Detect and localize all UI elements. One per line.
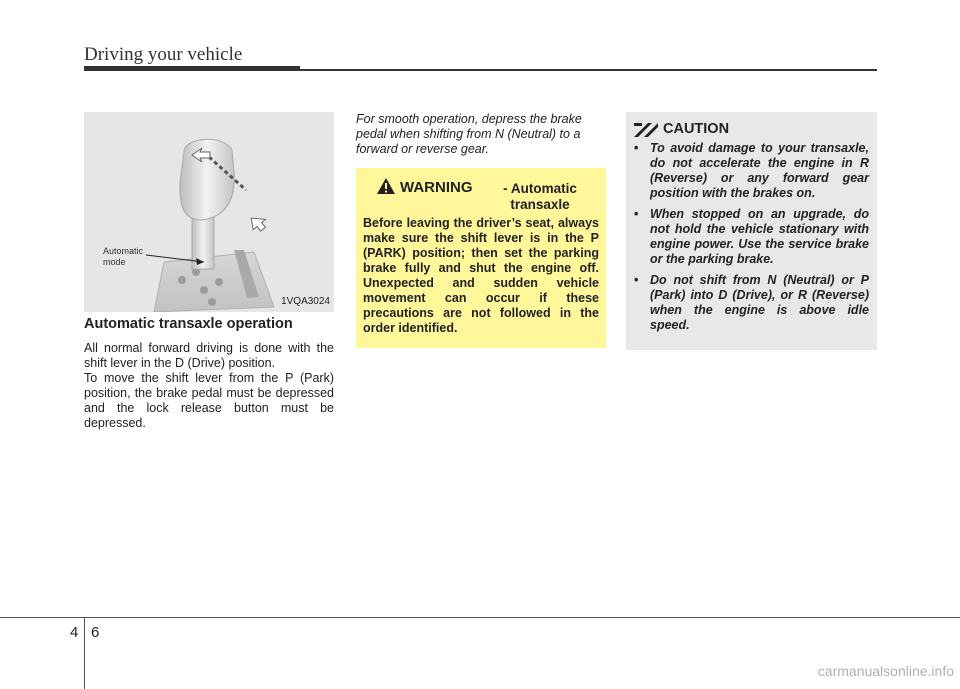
caution-icon: [634, 123, 658, 137]
caution-item-text: To avoid damage to your transaxle, do not accelerate the engine in R (Reverse) or any forward gear position with the brakes on.: [650, 141, 869, 200]
caution-item: • When stopped on an upgrade, do not hold the vehicle stationary with engine power. Use the service brake or the parking brake.: [634, 207, 869, 266]
caution-heading: [634, 121, 834, 141]
figure-code: 1VQA3024: [281, 296, 330, 307]
body-paragraph-park: To move the shift lever from the P (Park) position, the brake pedal must be depressed and the lock release button must be depressed.: [84, 371, 334, 430]
footer-rule-vertical: [84, 617, 85, 689]
watermark: carmanualsonline.info: [817, 663, 954, 679]
caution-item-text: Do not shift from N (Neutral) or P (Park) into D (Drive), or R (Reverse) when the engine is above idle speed.: [650, 273, 869, 332]
header-rule-thin: [300, 69, 877, 71]
caution-box: [626, 112, 877, 350]
page-chapter-number: 4: [70, 624, 79, 641]
page-header-title: Driving your vehicle: [84, 44, 243, 65]
shift-lever-illustration: [84, 112, 334, 312]
caution-item-text: When stopped on an upgrade, do not hold the vehicle stationary with engine power. Use the service brake or the parking brake.: [650, 207, 869, 266]
figure-label-automatic-mode: Automatic mode: [103, 246, 144, 267]
header-rule-thick: [84, 66, 300, 71]
warning-word: WARNING: [400, 179, 473, 196]
section-title: Automatic transaxle operation: [84, 316, 293, 332]
warning-heading: [376, 177, 601, 217]
caution-list: [633, 141, 869, 339]
warning-subject: - Automatic transaxle: [503, 181, 577, 212]
footer-rule-horizontal: [0, 617, 960, 618]
caution-word: CAUTION: [663, 121, 730, 137]
page-number: 6: [91, 624, 100, 641]
body-paragraph-drive: All normal forward driving is done with the shift lever in the D (Drive) position.: [84, 341, 334, 370]
caution-item: • Do not shift from N (Neutral) or P (Park) into D (Drive), or R (Reverse) when the engine is above idle speed.: [634, 273, 869, 332]
caution-item: • To avoid damage to your transaxle, do not accelerate the engine in R (Reverse) or any forward gear position with the brakes on.: [634, 141, 869, 200]
shift-lever-drawing: [84, 112, 334, 312]
warning-box: [356, 168, 606, 348]
smooth-operation-note: For smooth operation, depress the brake pedal when shifting from N (Neutral) to a forward or reverse gear.: [356, 112, 582, 156]
warning-text: Before leaving the driver’s seat, always make sure the shift lever is in the P (PARK) position; then set the parking brake fully and shut the engine off. Unexpected and sudden vehicle movement can occur if these precautions are not followed in the order identified.: [363, 216, 599, 335]
warning-triangle-icon: [376, 177, 396, 195]
